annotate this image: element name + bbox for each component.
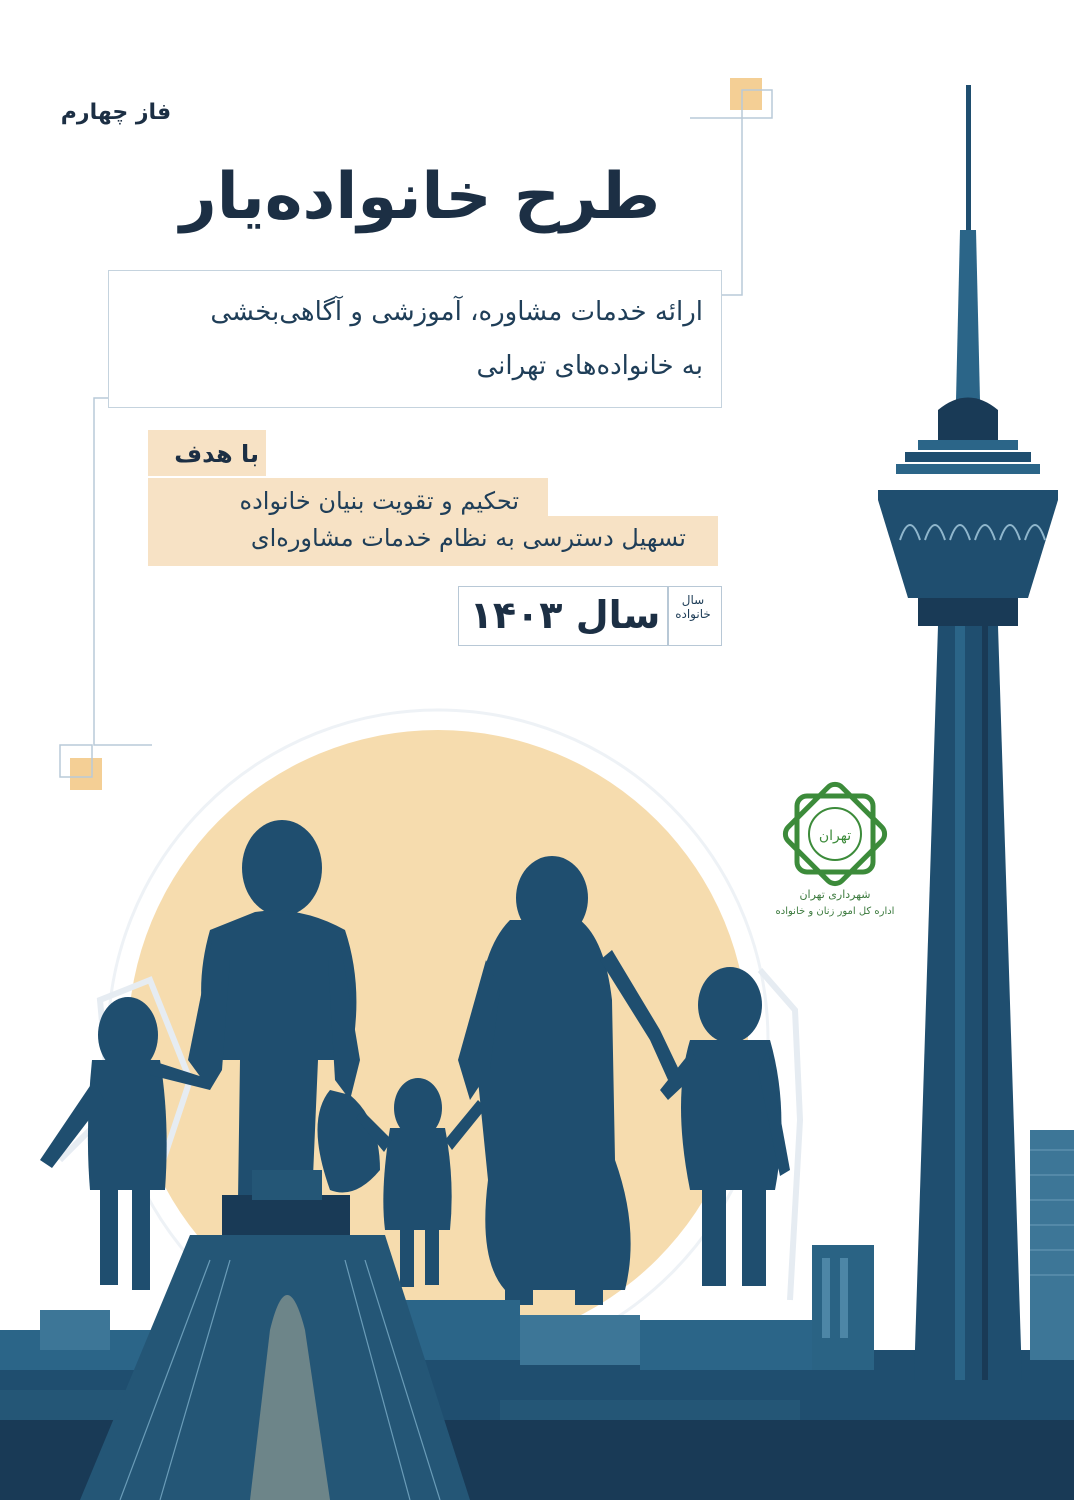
description-box [108, 270, 722, 408]
logo-emblem-text: تهران [818, 828, 852, 844]
year-box [458, 586, 722, 646]
poster-title: طرح خانواده‌یار [179, 160, 661, 234]
goal-label: با هدف [174, 440, 259, 468]
year-text: سال ۱۴۰۳ [469, 593, 661, 637]
description-line-2: به خانواده‌های تهرانی [476, 351, 703, 381]
goal-item-1: تحکیم و تقویت بنیان خانواده [239, 487, 519, 515]
goal-item-2: تسهیل دسترسی به نظام خدمات مشاوره‌ای [250, 524, 686, 552]
year-small-label: سال خانواده [675, 593, 711, 621]
phase-label: فاز چهارم [60, 100, 172, 125]
year-divider [667, 587, 669, 645]
description-line-1: ارائه خدمات مشاوره، آموزشی و آگاهی‌بخشی [210, 297, 703, 327]
logo-org-subtitle: اداره کل امور زنان و خانواده [775, 906, 895, 917]
logo-org-name: شهرداری تهران [799, 888, 871, 901]
